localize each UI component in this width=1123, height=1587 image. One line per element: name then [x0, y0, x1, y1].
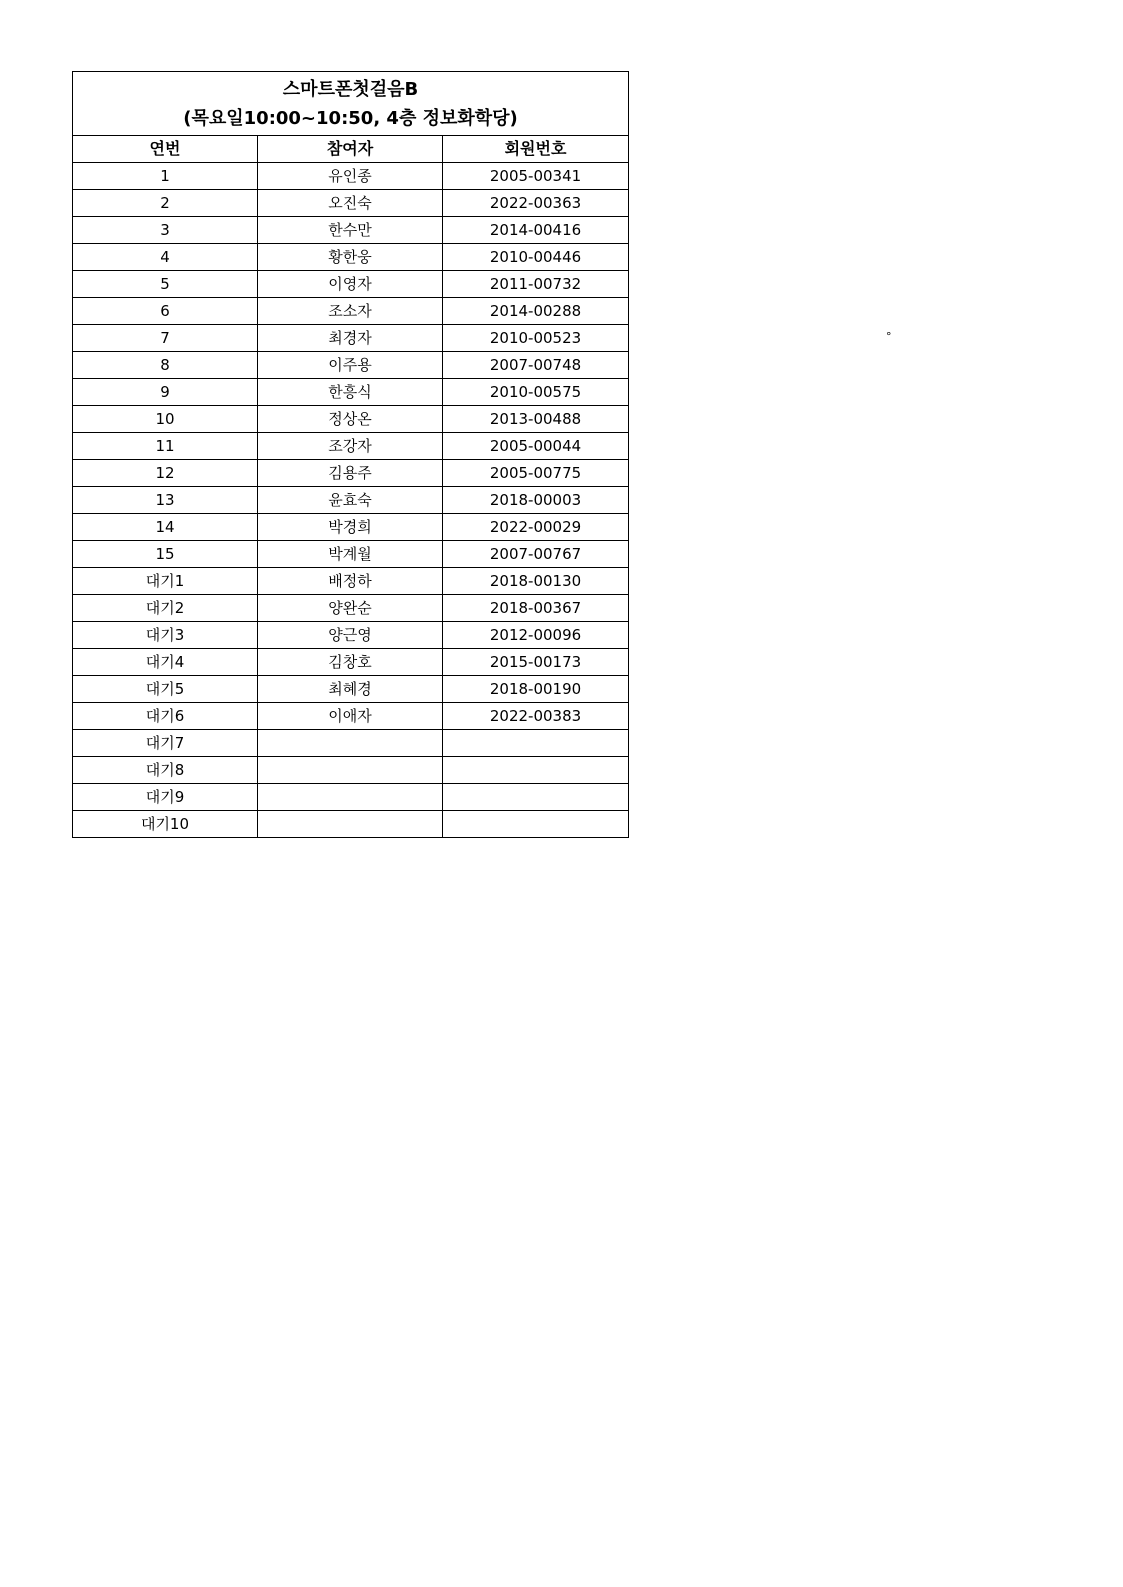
- table-row: [73, 325, 629, 352]
- cell-member-id: 2005-00044: [443, 433, 629, 460]
- cell-member-id: 2010-00523: [443, 325, 629, 352]
- table-row: [73, 757, 629, 784]
- cell-participant: 박계월: [258, 541, 443, 568]
- table-row: [73, 784, 629, 811]
- cell-number: 대기3: [73, 622, 258, 649]
- cell-member-id: [443, 784, 629, 811]
- cell-participant: 윤효숙: [258, 487, 443, 514]
- cell-participant: [258, 730, 443, 757]
- table-row: [73, 541, 629, 568]
- cell-participant: 이애자: [258, 703, 443, 730]
- table-row: [73, 460, 629, 487]
- cell-number: 8: [73, 352, 258, 379]
- table-row: [73, 568, 629, 595]
- cell-member-id: 2013-00488: [443, 406, 629, 433]
- cell-participant: 조강자: [258, 433, 443, 460]
- cell-participant: 유인종: [258, 163, 443, 190]
- table-title-line-2: (목요일10:00~10:50, 4층 정보화학당): [183, 107, 518, 129]
- cell-member-id: [443, 757, 629, 784]
- cell-participant: 양완순: [258, 595, 443, 622]
- cell-number: 대기9: [73, 784, 258, 811]
- cell-member-id: [443, 811, 629, 838]
- table-row: [73, 730, 629, 757]
- cell-participant: 오진숙: [258, 190, 443, 217]
- cell-participant: 박경희: [258, 514, 443, 541]
- cell-participant: [258, 784, 443, 811]
- cell-member-id: 2022-00383: [443, 703, 629, 730]
- table-row: [73, 298, 629, 325]
- cell-number: 4: [73, 244, 258, 271]
- table-row: [73, 703, 629, 730]
- table-row: [73, 595, 629, 622]
- cell-participant: 배정하: [258, 568, 443, 595]
- stray-mark: °: [886, 330, 892, 343]
- table-row: [73, 811, 629, 838]
- cell-number: 10: [73, 406, 258, 433]
- attendance-table: [72, 71, 629, 838]
- cell-participant: 조소자: [258, 298, 443, 325]
- cell-member-id: 2018-00130: [443, 568, 629, 595]
- cell-member-id: 2010-00575: [443, 379, 629, 406]
- cell-number: 5: [73, 271, 258, 298]
- table-row: [73, 244, 629, 271]
- table-row: [73, 649, 629, 676]
- table-row: [73, 406, 629, 433]
- cell-number: 14: [73, 514, 258, 541]
- cell-member-id: 2022-00029: [443, 514, 629, 541]
- table-row: [73, 163, 629, 190]
- title-row: [73, 72, 629, 136]
- cell-number: 7: [73, 325, 258, 352]
- table-row: [73, 487, 629, 514]
- cell-participant: 황한웅: [258, 244, 443, 271]
- cell-number: 대기10: [73, 811, 258, 838]
- cell-member-id: 2012-00096: [443, 622, 629, 649]
- cell-number: 대기5: [73, 676, 258, 703]
- cell-member-id: [443, 730, 629, 757]
- cell-number: 1: [73, 163, 258, 190]
- cell-number: 대기4: [73, 649, 258, 676]
- cell-number: 2: [73, 190, 258, 217]
- cell-participant: 김창호: [258, 649, 443, 676]
- cell-participant: 한흥식: [258, 379, 443, 406]
- cell-member-id: 2015-00173: [443, 649, 629, 676]
- cell-number: 15: [73, 541, 258, 568]
- cell-number: 9: [73, 379, 258, 406]
- cell-number: 대기8: [73, 757, 258, 784]
- table-row: [73, 514, 629, 541]
- cell-member-id: 2010-00446: [443, 244, 629, 271]
- cell-number: 대기6: [73, 703, 258, 730]
- header-row: [73, 136, 629, 163]
- table-title-line-1: 스마트폰첫걸음B: [282, 78, 419, 100]
- cell-number: 대기7: [73, 730, 258, 757]
- cell-number: 대기2: [73, 595, 258, 622]
- cell-number: 11: [73, 433, 258, 460]
- cell-participant: 한수만: [258, 217, 443, 244]
- table-row: [73, 217, 629, 244]
- table-row: [73, 676, 629, 703]
- cell-member-id: 2005-00341: [443, 163, 629, 190]
- cell-participant: 최경자: [258, 325, 443, 352]
- table-row: [73, 271, 629, 298]
- column-header-participant: 참여자: [258, 136, 443, 163]
- column-header-member-id: 회원번호: [443, 136, 629, 163]
- cell-member-id: 2005-00775: [443, 460, 629, 487]
- cell-number: 대기1: [73, 568, 258, 595]
- cell-member-id: 2018-00190: [443, 676, 629, 703]
- cell-participant: 양근영: [258, 622, 443, 649]
- table-row: [73, 622, 629, 649]
- cell-member-id: 2011-00732: [443, 271, 629, 298]
- cell-participant: 이주용: [258, 352, 443, 379]
- cell-participant: 정상온: [258, 406, 443, 433]
- cell-number: 12: [73, 460, 258, 487]
- cell-participant: 김용주: [258, 460, 443, 487]
- cell-member-id: 2007-00748: [443, 352, 629, 379]
- table-row: [73, 433, 629, 460]
- cell-member-id: 2007-00767: [443, 541, 629, 568]
- cell-member-id: 2014-00416: [443, 217, 629, 244]
- column-header-number: 연번: [73, 136, 258, 163]
- cell-member-id: 2014-00288: [443, 298, 629, 325]
- cell-number: 13: [73, 487, 258, 514]
- cell-member-id: 2022-00363: [443, 190, 629, 217]
- cell-number: 6: [73, 298, 258, 325]
- cell-participant: [258, 811, 443, 838]
- cell-participant: 이영자: [258, 271, 443, 298]
- cell-participant: 최혜경: [258, 676, 443, 703]
- cell-member-id: 2018-00003: [443, 487, 629, 514]
- table-title: [73, 72, 629, 136]
- table-row: [73, 190, 629, 217]
- table-row: [73, 379, 629, 406]
- table-row: [73, 352, 629, 379]
- cell-member-id: 2018-00367: [443, 595, 629, 622]
- cell-participant: [258, 757, 443, 784]
- cell-number: 3: [73, 217, 258, 244]
- table-body: [73, 163, 629, 838]
